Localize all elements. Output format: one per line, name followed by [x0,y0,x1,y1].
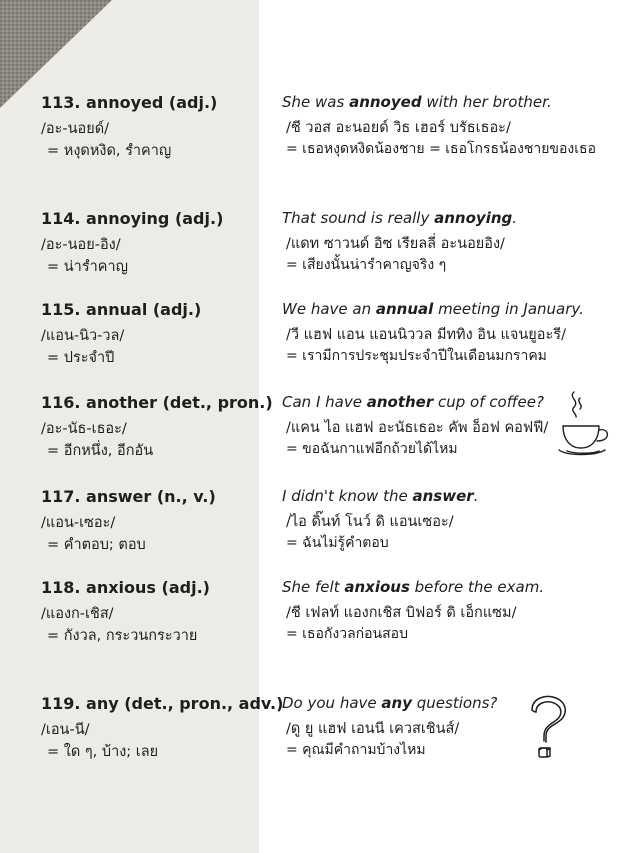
entry-meaning: = คำตอบ; ตอบ [47,537,146,553]
example-sentence: Can I have another cup of coffee? [282,393,544,411]
entry-word: 118. anxious (adj.) [41,578,210,597]
example-pronunciation: /ไอ ดิ๊นท์ โนว์ ดิ แอนเซอะ/ [286,514,454,530]
example-pronunciation: /ชี เฟลท์ แองกเชิส บิฟอร์ ดิ เอ็กแซม/ [286,605,517,621]
example-sentence: She felt anxious before the exam. [282,578,545,596]
keyword: annoying [434,209,513,227]
entry-pronunciation: /แอน-เซอะ/ [41,515,116,531]
entry-meaning: = กังวล, กระวนกระวาย [47,628,198,644]
example-pronunciation: /แคน ไอ แฮฟ อะนัธเธอะ คัพ อ็อฟ คอฟฟี/ [286,420,549,436]
question-mark-icon [522,692,574,762]
example-translation: = ขอฉันกาแฟอีกถ้วยได้ไหม [286,441,458,457]
entry-meaning: = น่ารำคาญ [47,259,128,275]
entry-word: 117. answer (n., v.) [41,487,216,506]
entry-pronunciation: /อะ-นัธ-เธอะ/ [41,421,127,437]
example-sentence: I didn't know the answer. [282,487,479,505]
example-pronunciation: /วี แฮฟ แอน แอนนิววล มีททิง อิน แจนยูอะรี/ [286,327,566,343]
example-translation: = ฉันไม่รู้คำตอบ [286,535,389,551]
entry-word: 119. any (det., pron., adv.) [41,694,284,713]
corner-texture-decoration [0,0,112,108]
entry-pronunciation: /เอน-นี/ [41,722,90,738]
example-sentence: We have an annual meeting in January. [282,300,584,318]
coffee-cup-icon [555,388,621,460]
example-sentence: Do you have any questions? [282,694,498,712]
entry-meaning: = หงุดหงิด, รำคาญ [47,143,172,159]
keyword: answer [412,487,474,505]
entry-word: 115. annual (adj.) [41,300,202,319]
example-translation: = เธอหงุดหงิดน้องชาย = เธอโกรธน้องชายของเธอ [286,141,596,157]
keyword: annoyed [349,93,422,111]
entry-meaning: = อีกหนึ่ง, อีกอัน [47,443,154,459]
example-translation: = เธอกังวลก่อนสอบ [286,626,408,642]
example-sentence: That sound is really annoying. [282,209,518,227]
example-translation: = เรามีการประชุมประจำปีในเดือนมกราคม [286,348,547,364]
example-translation: = คุณมีคำถามบ้างไหม [286,742,426,758]
keyword: another [366,393,434,411]
entry-meaning: = ใด ๆ, บ้าง; เลย [47,744,159,760]
entry-pronunciation: /แองก-เชิส/ [41,606,114,622]
entry-meaning: = ประจำปี [47,350,115,366]
keyword: anxious [344,578,410,596]
entry-word: 114. annoying (adj.) [41,209,224,228]
entry-word: 113. annoyed (adj.) [41,93,218,112]
example-pronunciation: /แดท ซาวนด์ อิซ เรียลลี่ อะนอยอิง/ [286,236,505,252]
entry-pronunciation: /อะ-นอย-อิง/ [41,237,121,253]
left-panel [0,0,259,853]
example-pronunciation: /ดู ยู แฮฟ เอนนี เควสเชินส์/ [286,721,460,737]
entry-pronunciation: /แอน-นิว-วล/ [41,328,125,344]
example-pronunciation: /ชี วอส อะนอยด์ วิธ เฮอร์ บรัธเธอะ/ [286,120,511,136]
example-sentence: She was annoyed with her brother. [282,93,552,111]
keyword: annual [375,300,434,318]
entry-word: 116. another (det., pron.) [41,393,273,412]
entry-pronunciation: /อะ-นอยด์/ [41,121,110,137]
keyword: any [381,694,412,712]
example-translation: = เสียงนั้นน่ารำคาญจริง ๆ [286,257,447,273]
